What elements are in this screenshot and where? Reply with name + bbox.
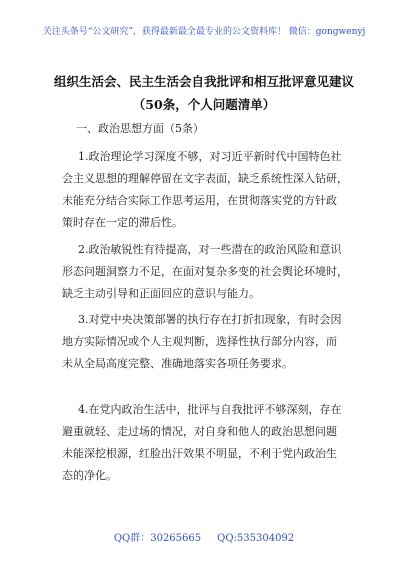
paragraph-line: 避重就轻、走过场的情况，对自身和他人的政治思想问题 [62, 425, 337, 438]
paragraph-line: 4.在党内政治生活中，批评与自我批评不够深刻，存在 [78, 403, 342, 416]
paragraph-item-4 [62, 403, 352, 491]
paragraph-line: 会主义思想的理解停留在文字表面，缺乏系统性深入钻研， [62, 172, 348, 185]
paragraph-line: 2.政治敏锐性有待提高，对一些潜在的政治风险和意识 [78, 243, 342, 256]
document-title: 组织生活会、民主生活会自我批评和相互批评意见建议 [53, 74, 354, 89]
paragraph-line: 3.对党中央决策部署的执行存在打折扣现象，有时会因 [78, 313, 342, 326]
paragraph-line: 策时存在一定的滞后性。 [62, 216, 183, 229]
footer-qq-number: QQ:535304092 [217, 533, 295, 544]
paragraph-item-2 [62, 243, 352, 309]
paragraph-line: 未能充分结合实际工作思考运用，在贯彻落实党的方针政 [62, 194, 337, 207]
footer-contact [0, 532, 408, 546]
paragraph-line: 态的净化。 [62, 469, 117, 482]
paragraph-line: 地方实际情况或个人主观判断，选择性执行部分内容，而 [62, 335, 337, 348]
document-subtitle: （50条，个人问题清单） [132, 97, 276, 112]
footer-qq-group: QQ群：30265665 [113, 533, 202, 544]
paragraph-line: 1.政治理论学习深度不够，对习近平新时代中国特色社 [78, 150, 342, 163]
section-heading-political: 一、政治思想方面（5条） [76, 122, 204, 135]
paragraph-line: 形态问题洞察力不足，在面对复杂多变的社会舆论环境时， [62, 265, 348, 278]
paragraph-line: 缺乏主动引导和正面回应的意识与能力。 [62, 287, 260, 300]
paragraph-item-1 [62, 150, 352, 238]
paragraph-line: 未能深挖根源，红脸出汗效果不明显，不利于党内政治生 [62, 447, 337, 460]
header-banner: 关注头条号“公文研究”，获得最新最全最专业的公文资料库！ 微信：gongwenyj [42, 27, 366, 37]
paragraph-line: 未从全局高度完整、准确地落实各项任务要求。 [62, 357, 293, 370]
paragraph-item-3 [62, 313, 352, 379]
